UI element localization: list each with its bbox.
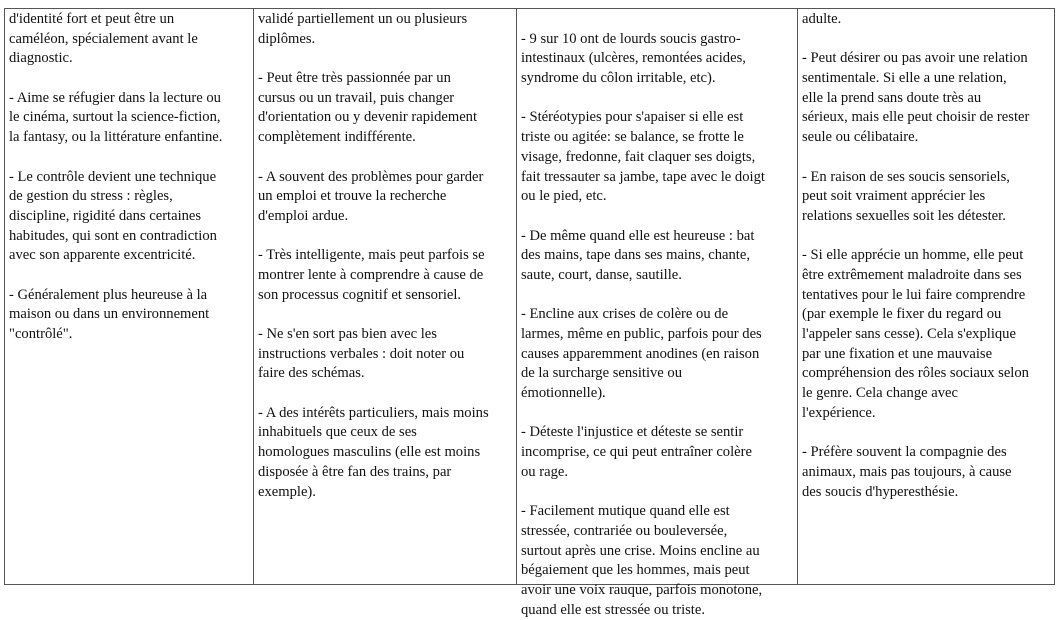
- text-line: - Peut désirer ou pas avoir une relation: [802, 50, 1028, 67]
- paragraph: [521, 227, 795, 286]
- blank-line: [521, 207, 795, 227]
- text-line: le cinéma, surtout la science-fiction,: [9, 109, 221, 126]
- blank-line: [9, 266, 252, 286]
- blank-line: [521, 286, 795, 306]
- text-line: de la surcharge sensitive ou: [521, 365, 683, 382]
- text-line: "contrôlé".: [9, 326, 73, 342]
- text-line: elle la prend sans doute très au: [802, 89, 982, 106]
- paragraph: [9, 168, 252, 266]
- text-line: - 9 sur 10 ont de lourds soucis gastro-: [521, 30, 741, 47]
- blank-line: [9, 148, 252, 168]
- text-line: son processus cognitif et sensoriel.: [258, 286, 462, 303]
- table-cell: [521, 10, 795, 620]
- text-line: relations sexuelles soit les détester.: [802, 207, 1006, 224]
- text-line: animaux, mais pas toujours, à cause: [802, 463, 1012, 480]
- text-line: inhabituels que ceux de ses: [258, 424, 417, 441]
- table-cell: [258, 10, 514, 502]
- blank-line: [258, 227, 514, 247]
- text-line: visage, fredonne, fait claquer ses doigts,: [521, 148, 756, 165]
- text-line: - Encline aux crises de colère ou de: [521, 306, 729, 323]
- blank-line: [802, 148, 1052, 168]
- text-line: cursus ou un travail, puis changer: [258, 89, 455, 106]
- text-line: bégaiement que les hommes, mais peut: [521, 562, 750, 579]
- blank-line: [258, 148, 514, 168]
- text-line: homologues masculins (elle est moins: [258, 444, 481, 461]
- text-line: sentimentale. Si elle a une relation,: [802, 70, 1007, 87]
- text-line: peut soit vraiment apprécier les: [802, 188, 986, 205]
- text-line: caméléon, spécialement avant le: [9, 30, 198, 47]
- text-line: un emploi et trouve la recherche: [258, 188, 447, 205]
- text-line: stressée, contrariée ou bouleversée,: [521, 522, 728, 539]
- text-line: (par exemple le fixer du regard ou: [802, 306, 1002, 323]
- text-line: discipline, rigidité dans certaines: [9, 207, 202, 224]
- paragraph: [258, 404, 514, 502]
- text-line: validé partiellement un ou plusieurs: [258, 11, 468, 27]
- text-line: exemple).: [258, 483, 316, 500]
- text-line: d'emploi ardue.: [258, 207, 349, 224]
- text-line: faire des schémas.: [258, 365, 365, 382]
- text-line: - Généralement plus heureuse à la: [9, 286, 208, 303]
- text-line: instructions verbales : doit noter ou: [258, 345, 465, 362]
- text-line: le genre. Cela change avec: [802, 385, 958, 402]
- text-line: la fantasy, ou la littérature enfantine.: [9, 129, 223, 146]
- table-column-1: [5, 9, 254, 584]
- text-line: - En raison de ses soucis sensoriels,: [802, 168, 1010, 185]
- text-line: habitudes, qui sont en contradiction: [9, 227, 217, 244]
- table-column-4: [797, 9, 1054, 584]
- paragraph: [258, 168, 514, 227]
- text-line: l'expérience.: [802, 404, 876, 421]
- text-line: être extrêmement maladroite dans ses: [802, 266, 1022, 283]
- paragraph: [802, 246, 1052, 423]
- blank-line: [802, 227, 1052, 247]
- text-line: fait tressauter sa jambe, tape avec le doigt: [521, 168, 765, 185]
- text-line: des mains, tape dans ses mains, chante,: [521, 247, 750, 264]
- text-line: complètement indifférente.: [258, 129, 416, 146]
- paragraph: [521, 423, 795, 482]
- paragraph: [521, 108, 795, 206]
- text-line: - Préfère souvent la compagnie des: [802, 444, 1007, 461]
- text-line: ou le pied, etc.: [521, 188, 607, 205]
- paragraph: [258, 69, 514, 148]
- paragraph: [521, 305, 795, 403]
- text-line: maison ou dans un environnement: [9, 306, 210, 323]
- text-line: avoir une voix rauque, parfois monotone,: [521, 581, 763, 598]
- text-line: l'appeler sans cesse). Cela s'explique: [802, 326, 1016, 342]
- paragraph: [521, 30, 795, 89]
- text-line: d'identité fort et peut être un: [9, 11, 175, 27]
- blank-line: [521, 89, 795, 109]
- text-line: adulte.: [802, 11, 842, 27]
- paragraph: [802, 168, 1052, 227]
- text-line: saute, court, danse, sautille.: [521, 266, 682, 283]
- text-line: montrer lente à comprendre à cause de: [258, 266, 484, 283]
- text-line: syndrome du côlon irritable, etc).: [521, 70, 716, 87]
- text-line: larmes, même en public, parfois pour des: [521, 326, 762, 342]
- table-column-2: [253, 9, 516, 584]
- paragraph: [9, 286, 252, 345]
- text-line: intestinaux (ulcères, remontées acides,: [521, 50, 746, 67]
- text-line: diplômes.: [258, 30, 316, 47]
- text-line: - A souvent des problèmes pour garder: [258, 168, 484, 185]
- text-line: sérieux, mais elle peut choisir de rester: [802, 109, 1030, 126]
- text-line: - Peut être très passionnée par un: [258, 70, 451, 87]
- paragraph: [802, 10, 1052, 30]
- text-line: - Très intelligente, mais peut parfois se: [258, 247, 485, 264]
- text-line: ou rage.: [521, 463, 569, 480]
- text-line: causes apparemment anodines (en raison: [521, 345, 760, 362]
- text-line: quand elle est stressée ou triste.: [521, 601, 705, 618]
- text-line: - Ne s'en sort pas bien avec les: [258, 326, 437, 342]
- paragraph: [802, 49, 1052, 147]
- text-line: d'orientation ou y devenir rapidement: [258, 109, 478, 126]
- text-line: - Le contrôle devient une technique: [9, 168, 217, 185]
- blank-line: [258, 384, 514, 404]
- text-line: - Aime se réfugier dans la lecture ou: [9, 89, 221, 106]
- text-line: disposée à être fan des trains, par: [258, 463, 452, 480]
- text-line: seule ou célibataire.: [802, 129, 919, 146]
- paragraph: [521, 502, 795, 620]
- paragraph: [9, 10, 252, 69]
- text-line: triste ou agitée: se balance, se frotte le: [521, 129, 744, 146]
- text-line: incomprise, ce qui peut entraîner colère: [521, 444, 752, 461]
- blank-line: [802, 423, 1052, 443]
- text-line: de gestion du stress : règles,: [9, 188, 173, 205]
- blank-line: [258, 49, 514, 69]
- text-line: - Facilement mutique quand elle est: [521, 503, 730, 520]
- text-line: surtout après une crise. Moins encline au: [521, 542, 760, 559]
- text-line: - De même quand elle est heureuse : bat: [521, 227, 755, 244]
- text-line: - A des intérêts particuliers, mais moins: [258, 404, 489, 421]
- table-cell: [9, 10, 252, 345]
- text-line: avec son apparente excentricité.: [9, 247, 196, 264]
- text-line: - Stéréotypies pour s'apaiser si elle est: [521, 109, 744, 126]
- paragraph: [258, 10, 514, 49]
- blank-line: [258, 305, 514, 325]
- table-column-3: [516, 9, 797, 618]
- text-line: compréhension des rôles sociaux selon: [802, 365, 1029, 382]
- paragraph: [9, 89, 252, 148]
- paragraph: [258, 325, 514, 384]
- blank-line: [521, 10, 795, 30]
- text-line: tentatives pour le lui faire comprendre: [802, 286, 1026, 303]
- blank-line: [521, 483, 795, 503]
- text-line: émotionnelle).: [521, 385, 606, 402]
- paragraph: [802, 443, 1052, 502]
- blank-line: [521, 404, 795, 424]
- blank-line: [802, 30, 1052, 50]
- text-line: - Si elle apprécie un homme, elle peut: [802, 247, 1024, 264]
- text-line: - Déteste l'injustice et déteste se sentir: [521, 424, 744, 441]
- paragraph: [258, 246, 514, 305]
- document-table: [4, 8, 1055, 618]
- blank-line: [9, 69, 252, 89]
- text-line: des soucis d'hyperesthésie.: [802, 483, 959, 500]
- text-line: diagnostic.: [9, 50, 73, 67]
- table-cell: [802, 10, 1052, 502]
- text-line: par une fixation et une mauvaise: [802, 345, 993, 362]
